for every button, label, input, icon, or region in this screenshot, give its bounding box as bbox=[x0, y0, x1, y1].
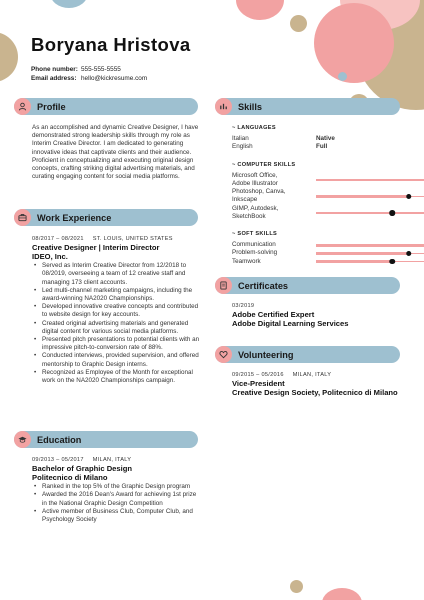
education-location: MILAN, ITALY bbox=[92, 457, 132, 463]
decor-circle-blue-top bbox=[50, 0, 88, 8]
skills-title: Skills bbox=[238, 101, 263, 112]
phone-value: 555-555-5555 bbox=[81, 66, 121, 73]
certificates-title: Certificates bbox=[238, 280, 289, 291]
briefcase-icon bbox=[14, 209, 31, 226]
list-item: • Served as Interim Creative Director from 12/2018 to 08/2019, overseeing a team of 12 creative staff and managing 173 client accounts. bbox=[32, 262, 200, 287]
skill-level-bar bbox=[316, 179, 424, 181]
work-section-header bbox=[14, 209, 198, 226]
profile-text bbox=[32, 124, 200, 181]
list-item: • Awarded the 2016 Dean's Award for achieving 1st prize in the National Graphic Design Competition bbox=[32, 491, 200, 507]
skill-row bbox=[232, 172, 408, 188]
list-item: • Led multi-channel marketing campaigns, including the award-winning NA2020 Championships. bbox=[32, 287, 200, 303]
list-item: • Recognized as Employee of the Month for exceptional work on the NA2020 Championships campaign. bbox=[32, 369, 200, 385]
work-company: IDEO, Inc. bbox=[32, 252, 68, 262]
education-dates: 09/2013 – 05/2017 bbox=[32, 457, 84, 463]
education-entry bbox=[32, 456, 200, 524]
skill-level-dot bbox=[406, 194, 412, 200]
decor-circle-pink-top bbox=[236, 0, 284, 20]
profile-section-header bbox=[14, 98, 198, 115]
volunteering-entry bbox=[232, 371, 408, 397]
skill-level-bar bbox=[316, 253, 424, 255]
volunteering-location: MILAN, ITALY bbox=[292, 372, 332, 378]
list-item: • Presented pitch presentations to potential clients with an impressive pitch-to-conversion rate of 88%. bbox=[32, 336, 200, 352]
profile-summary: As an accomplished and dynamic Creative Designer, I have demonstrated strong leadership skills through my role as Interim Creative Director. I am dedicated to generating innovative ideas that captivate clients and their audience. Proficient in conceptualizing and executing original design concepts, crafting striking digital advertising materials, and curating engaging content for social media platforms. bbox=[32, 124, 199, 181]
work-bullets bbox=[32, 262, 200, 385]
soft-skills-subtitle: ~ SOFT SKILLS bbox=[232, 231, 278, 238]
volunteering-meta bbox=[232, 371, 408, 379]
decor-circle-tan-small bbox=[290, 15, 307, 32]
skill-level-bar bbox=[316, 196, 424, 198]
skill-row bbox=[232, 241, 408, 249]
language-level: Native bbox=[316, 135, 335, 143]
email-label: Email address: bbox=[31, 75, 77, 82]
graduation-cap-icon bbox=[14, 431, 31, 448]
skill-level-bar bbox=[316, 212, 424, 214]
list-item: • Active member of Business Club, Computer Club, and Psychology Society bbox=[32, 508, 200, 524]
skill-name: Photoshop, Canva, Inkscape bbox=[232, 188, 286, 204]
skill-name: Teamwork bbox=[232, 257, 261, 265]
education-school: Politecnico di Milano bbox=[32, 473, 108, 483]
education-title: Education bbox=[37, 434, 82, 445]
list-item: • Created original advertising materials and generated digital content for various social media platforms. bbox=[32, 320, 200, 336]
education-bullets bbox=[32, 483, 200, 524]
decor-circle-pink-large bbox=[314, 3, 394, 83]
volunteering-org: Creative Design Society, Politecnico di Milano bbox=[232, 388, 398, 398]
language-name: Italian bbox=[232, 135, 249, 143]
volunteering-role: Vice-President bbox=[232, 379, 285, 389]
skills-section-header bbox=[215, 98, 400, 115]
skill-row bbox=[232, 188, 408, 204]
skill-name: Communication bbox=[232, 241, 276, 249]
languages-subtitle: ~ LANGUAGES bbox=[232, 125, 276, 131]
profile-title: Profile bbox=[37, 101, 66, 112]
heart-icon bbox=[215, 346, 232, 363]
volunteering-title: Volunteering bbox=[238, 349, 294, 360]
list-item: • Developed innovative creative concepts and contributed to website design for key accounts. bbox=[32, 303, 200, 319]
candidate-name: Boryana Hristova bbox=[31, 34, 191, 55]
skill-row bbox=[232, 258, 408, 266]
work-dates: 08/2017 – 08/2021 bbox=[32, 236, 84, 242]
skill-row bbox=[232, 205, 408, 221]
volunteering-section-header bbox=[215, 346, 400, 363]
certificate-date: 03/2019 bbox=[232, 303, 255, 309]
certificate-name: Adobe Certified Expert bbox=[232, 310, 315, 320]
decor-circle-tan-bottom bbox=[290, 580, 303, 593]
list-item: • Ranked in the top 5% of the Graphic Design program bbox=[32, 483, 200, 491]
phone-label: Phone number: bbox=[31, 66, 78, 73]
decor-circle-pink-bottom bbox=[322, 588, 362, 600]
work-location: ST. LOUIS, UNITED STATES bbox=[92, 236, 173, 242]
certificates-section-header bbox=[215, 277, 400, 294]
skill-level-bar bbox=[316, 245, 424, 247]
language-level: Full bbox=[316, 143, 328, 151]
skill-name: GIMP, Autodesk, SketchBook bbox=[232, 204, 279, 220]
certificate-issuer: Adobe Digital Learning Services bbox=[232, 319, 349, 329]
language-row bbox=[232, 135, 408, 143]
decor-circle-tan-left bbox=[0, 32, 18, 82]
skill-name: Microsoft Office, Adobe Illustrator bbox=[232, 171, 278, 188]
computer-skills-subtitle: ~ COMPUTER SKILLS bbox=[232, 161, 296, 168]
list-item: • Conducted interviews, provided supervision, and offered mentorship to Graphic Design interns. bbox=[32, 352, 200, 368]
certificate-entry bbox=[232, 302, 408, 328]
work-role: Creative Designer | Interim Director bbox=[32, 243, 160, 253]
education-meta bbox=[32, 456, 200, 464]
certificate-icon bbox=[215, 277, 232, 294]
work-entry bbox=[32, 235, 200, 385]
skill-row bbox=[232, 249, 408, 257]
skill-name: Problem-solving bbox=[232, 249, 278, 257]
language-row bbox=[232, 143, 408, 151]
education-degree: Bachelor of Graphic Design bbox=[32, 464, 133, 474]
skill-level-dot bbox=[389, 259, 395, 265]
contact-info bbox=[31, 65, 191, 83]
education-section-header bbox=[14, 431, 198, 448]
decor-circle-blue-small bbox=[338, 72, 347, 81]
person-icon bbox=[14, 98, 31, 115]
skills-icon bbox=[215, 98, 232, 115]
language-name: English bbox=[232, 143, 253, 151]
volunteering-dates: 09/2015 – 05/2016 bbox=[232, 372, 284, 378]
skill-level-bar bbox=[316, 261, 424, 263]
email-value: hello@kickresume.com bbox=[81, 75, 148, 82]
skill-level-dot bbox=[406, 251, 412, 257]
work-meta bbox=[32, 235, 200, 243]
skills-content bbox=[232, 124, 408, 266]
skill-level-dot bbox=[389, 210, 395, 216]
work-title: Work Experience bbox=[37, 212, 112, 223]
resume-header bbox=[31, 34, 191, 83]
